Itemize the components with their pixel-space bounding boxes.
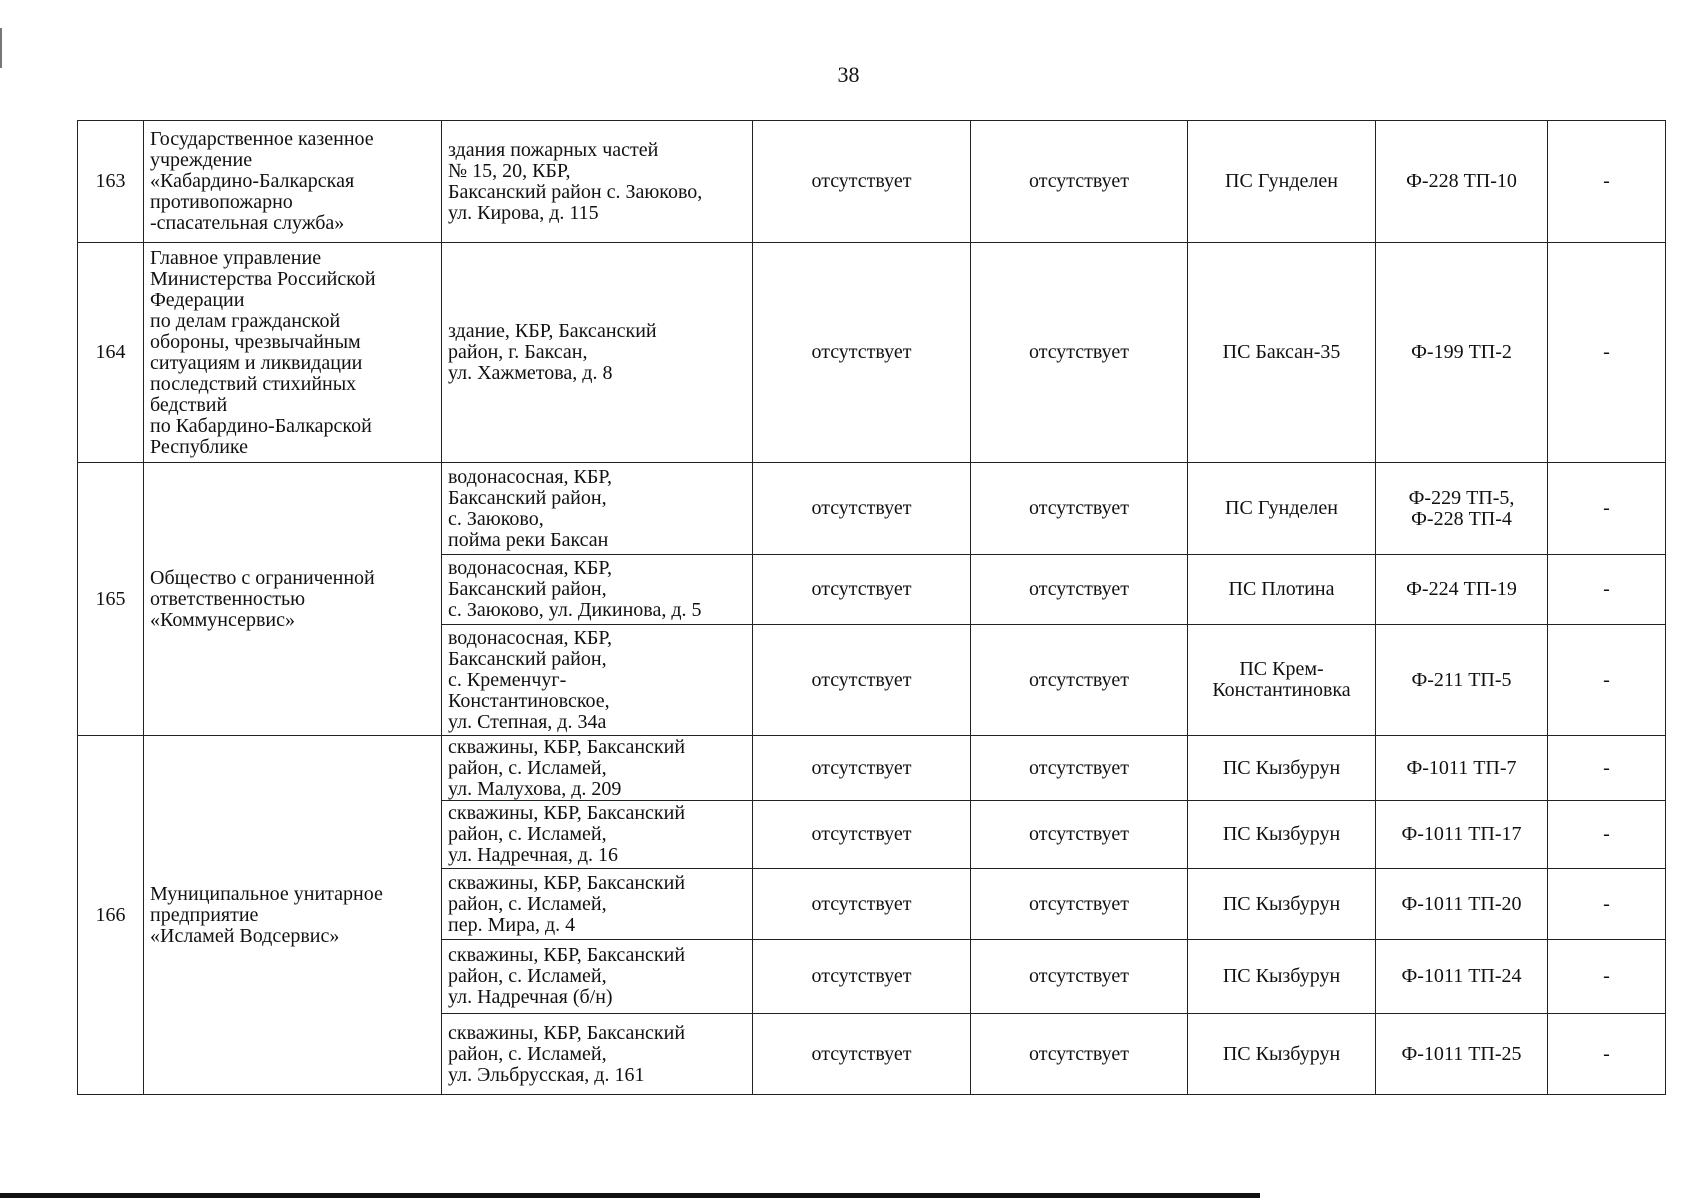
feeder-code [1376, 121, 1548, 243]
status-cell: отсутствует [753, 1014, 971, 1095]
status-cell: отсутствует [753, 243, 971, 463]
object-address [442, 801, 753, 869]
object-address-line: водонасосная, КБР, [448, 626, 612, 649]
feeder-code [1376, 463, 1548, 555]
object-address-line: ул. Хажметова, д. 8 [448, 362, 613, 384]
feeder-code [1376, 625, 1548, 736]
substation-name-line: ПС Гунделен [1225, 170, 1338, 192]
organization-name-line: ситуациям и ликвидации [150, 351, 363, 374]
feeder-code-line: Ф-1011 ТП-7 [1406, 756, 1517, 779]
feeder-code [1376, 243, 1548, 463]
object-address-line: здание, КБР, Баксанский [448, 320, 657, 342]
dash-cell: - [1548, 1014, 1666, 1095]
status-cell: отсутствует [753, 463, 971, 555]
object-address-line: ул. Малухова, д. 209 [448, 777, 622, 800]
object-address [442, 940, 753, 1014]
status-cell: отсутствует [971, 801, 1188, 869]
substation-name [1188, 869, 1376, 940]
feeder-code-line: Ф-199 ТП-2 [1411, 341, 1512, 363]
object-address-line: район, с. Исламей, [448, 823, 607, 845]
substation-name [1188, 801, 1376, 869]
row-number: 163 [78, 121, 144, 243]
object-address [442, 736, 753, 801]
organization-name-line: учреждение [150, 149, 253, 171]
object-address [442, 463, 753, 555]
object-address-line: водонасосная, КБР, [448, 557, 612, 579]
status-cell: отсутствует [971, 555, 1188, 625]
records-body [78, 121, 1666, 1095]
row-number: 166 [78, 736, 144, 1095]
status-cell: отсутствует [971, 243, 1188, 463]
feeder-code [1376, 869, 1548, 940]
status-cell: отсутствует [971, 625, 1188, 736]
status-cell: отсутствует [971, 463, 1188, 555]
status-cell: отсутствует [971, 121, 1188, 243]
object-address-line: с. Заюково, ул. Дикинова, д. 5 [448, 599, 702, 621]
feeder-code-line: Ф-228 ТП-4 [1411, 507, 1512, 530]
object-address-line: ул. Степная, д. 34а [448, 710, 607, 733]
feeder-code-line: Ф-229 ТП-5, [1408, 486, 1515, 509]
feeder-code-line: Ф-1011 ТП-17 [1401, 823, 1522, 845]
object-address-line: район, с. Исламей, [448, 1042, 607, 1065]
organization-name [144, 736, 442, 1095]
substation-name [1188, 555, 1376, 625]
organization-name-line: по Кабардино-Балкарской [150, 414, 372, 437]
feeder-code [1376, 555, 1548, 625]
substation-name [1188, 121, 1376, 243]
dash-cell: - [1548, 869, 1666, 940]
object-address-line: Баксанский район, [448, 486, 607, 509]
organization-name-line: -спасательная служба» [150, 212, 345, 234]
object-address-line: район, г. Баксан, [448, 341, 588, 363]
object-address-line: ул. Надречная, д. 16 [448, 844, 618, 866]
feeder-code-line: Ф-228 ТП-10 [1406, 170, 1517, 192]
status-cell: отсутствует [753, 121, 971, 243]
feeder-code-line: Ф-224 ТП-19 [1406, 578, 1517, 600]
object-address-line: здания пожарных частей [448, 138, 659, 161]
page-number: 38 [837, 62, 860, 87]
organization-name [144, 463, 442, 736]
feeder-code [1376, 940, 1548, 1014]
object-address-line: район, с. Исламей, [448, 756, 607, 779]
object-address-line: скважины, КБР, Баксанский [448, 1021, 686, 1044]
organization-name-line: «Кабардино-Балкарская [150, 170, 355, 192]
organization-name-line: «Коммунсервис» [150, 608, 295, 631]
feeder-code-line: Ф-211 ТП-5 [1411, 668, 1512, 691]
dash-cell: - [1548, 463, 1666, 555]
substation-name-line: ПС Гунделен [1225, 497, 1338, 519]
status-cell: отсутствует [753, 625, 971, 736]
substation-name-line: ПС Баксан-35 [1222, 341, 1341, 363]
dash-cell: - [1548, 555, 1666, 625]
substation-name [1188, 463, 1376, 555]
dash-cell: - [1548, 625, 1666, 736]
row-number: 164 [78, 243, 144, 463]
organization-name-line: бедствий [150, 393, 228, 416]
substation-name [1188, 940, 1376, 1014]
object-address [442, 243, 753, 463]
status-cell: отсутствует [753, 869, 971, 940]
substation-name-line: ПС Кызбурун [1222, 965, 1341, 987]
feeder-code [1376, 801, 1548, 869]
feeder-code [1376, 1014, 1548, 1095]
organization-name [144, 243, 442, 463]
object-address [442, 869, 753, 940]
object-address-line: скважины, КБР, Баксанский [448, 735, 686, 758]
organization-name-line: Государственное казенное [150, 128, 374, 150]
status-cell: отсутствует [971, 736, 1188, 801]
object-address-line: ул. Надречная (б/н) [448, 986, 613, 1008]
object-address-line: район, с. Исламей, [448, 965, 607, 987]
organization-name-line: Федерации [150, 288, 245, 311]
dash-cell: - [1548, 121, 1666, 243]
feeder-code [1376, 736, 1548, 801]
organization-name-line: противопожарно [150, 191, 293, 213]
organization-name [144, 121, 442, 243]
substation-name-line: ПС Крем- [1239, 658, 1324, 680]
dash-cell: - [1548, 736, 1666, 801]
object-address-line: Баксанский район с. Заюково, [448, 180, 703, 203]
object-address-line: водонасосная, КБР, [448, 465, 612, 488]
table-row [78, 243, 1666, 463]
object-address [442, 625, 753, 736]
object-address-line: Константиновское, [448, 689, 610, 712]
records-table [77, 120, 1666, 1095]
organization-name-line: последствий стихийных [150, 372, 357, 395]
feeder-code-line: Ф-1011 ТП-25 [1401, 1042, 1522, 1065]
dash-cell: - [1548, 801, 1666, 869]
object-address-line: № 15, 20, КБР, [448, 159, 571, 182]
status-cell: отсутствует [971, 869, 1188, 940]
object-address-line: с. Заюково, [448, 507, 544, 530]
feeder-code-line: Ф-1011 ТП-20 [1401, 892, 1522, 915]
table-row [78, 121, 1666, 243]
object-address-line: скважины, КБР, Баксанский [448, 944, 686, 966]
object-address-line: ул. Эльбрусская, д. 161 [448, 1063, 645, 1086]
organization-name-line: Республике [150, 435, 249, 458]
organization-name-line: Муниципальное унитарное [150, 882, 383, 905]
organization-name-line: Министерства Российской [150, 267, 376, 290]
object-address-line: пойма реки Баксан [448, 528, 609, 551]
organization-name-line: обороны, чрезвычайным [150, 330, 361, 353]
substation-name-line: ПС Кызбурун [1222, 1042, 1341, 1065]
substation-name-line: ПС Кызбурун [1222, 892, 1341, 915]
organization-name-line: Общество с ограниченной [150, 566, 375, 589]
status-cell: отсутствует [971, 1014, 1188, 1095]
substation-name [1188, 243, 1376, 463]
organization-name-line: по делам гражданской [150, 309, 341, 332]
substation-name [1188, 1014, 1376, 1095]
object-address-line: скважины, КБР, Баксанский [448, 802, 686, 824]
status-cell: отсутствует [971, 940, 1188, 1014]
object-address [442, 555, 753, 625]
substation-name-line: ПС Кызбурун [1222, 823, 1341, 845]
object-address [442, 121, 753, 243]
dash-cell: - [1548, 243, 1666, 463]
object-address-line: район, с. Исламей, [448, 892, 607, 915]
scan-bottom-rule [0, 1193, 1260, 1198]
substation-name-line: Константиновка [1212, 679, 1351, 701]
organization-name-line: предприятие [150, 903, 259, 926]
object-address [442, 1014, 753, 1095]
row-number: 165 [78, 463, 144, 736]
organization-name-line: Главное управление [150, 246, 322, 269]
object-address-line: ул. Кирова, д. 115 [448, 201, 599, 224]
status-cell: отсутствует [753, 555, 971, 625]
substation-name [1188, 625, 1376, 736]
table-row [78, 463, 1666, 555]
object-address-line: скважины, КБР, Баксанский [448, 871, 686, 894]
object-address-line: Баксанский район, [448, 647, 607, 670]
organization-name-line: «Исламей Водсервис» [150, 924, 340, 947]
object-address-line: пер. Мира, д. 4 [448, 913, 576, 936]
substation-name-line: ПС Плотина [1228, 578, 1335, 600]
substation-name-line: ПС Кызбурун [1222, 756, 1341, 779]
status-cell: отсутствует [753, 736, 971, 801]
organization-name-line: ответственностью [150, 587, 306, 610]
status-cell: отсутствует [753, 940, 971, 1014]
feeder-code-line: Ф-1011 ТП-24 [1401, 965, 1522, 987]
status-cell: отсутствует [753, 801, 971, 869]
table-row [78, 736, 1666, 801]
substation-name [1188, 736, 1376, 801]
object-address-line: с. Кременчуг- [448, 668, 567, 691]
dash-cell: - [1548, 940, 1666, 1014]
object-address-line: Баксанский район, [448, 578, 607, 600]
